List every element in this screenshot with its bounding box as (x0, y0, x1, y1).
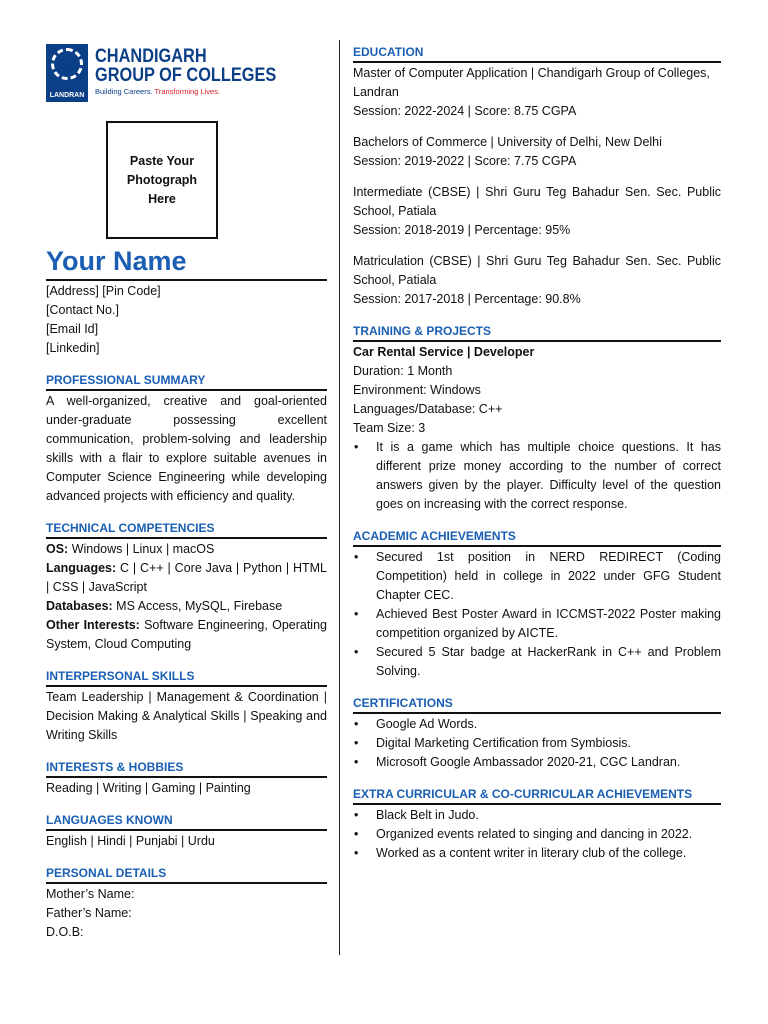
bullet-icon: • (354, 827, 359, 841)
list-item-text: Microsoft Google Ambassador 2020-21, CGC Landran. (376, 755, 681, 769)
personal-father-name: Father’s Name: (46, 906, 132, 920)
education-session: Session: 2018-2019 | Percentage: 95% (353, 223, 571, 237)
tech-databases-label: Databases: (46, 599, 113, 613)
extra-curricular-bullets (353, 806, 721, 863)
list-item (353, 605, 721, 643)
list-item (353, 643, 721, 681)
education-session: Session: 2017-2018 | Percentage: 90.8% (353, 292, 581, 306)
photo-text-line: Here (148, 191, 176, 206)
project-team-size: Team Size: 3 (353, 421, 426, 435)
list-item-text: Digital Marketing Certification from Symbiosis. (376, 736, 631, 750)
list-item (353, 438, 721, 514)
extra-curricular-heading: EXTRA CURRICULAR & CO-CURRICULAR ACHIEVEMENTS (353, 786, 721, 805)
tech-databases (46, 597, 327, 616)
tech-languages-label: Languages: (46, 561, 117, 575)
list-item (353, 806, 721, 825)
project-languages: Languages/Database: C++ (353, 402, 503, 416)
logo-text (95, 44, 306, 96)
project-bullets (353, 438, 721, 514)
certification-bullets (353, 715, 721, 772)
logo-badge (46, 44, 88, 102)
personal-mother-name: Mother’s Name: (46, 887, 135, 901)
list-item-text: Google Ad Words. (376, 717, 478, 731)
list-item (353, 548, 721, 605)
project-environment: Environment: Windows (353, 383, 481, 397)
interests-text: Reading | Writing | Gaming | Painting (46, 781, 251, 795)
education-entry (353, 64, 721, 121)
bullet-icon: • (354, 808, 359, 822)
tech-databases-value: MS Access, MySQL, Firebase (112, 599, 283, 613)
languages-heading: LANGUAGES KNOWN (46, 812, 327, 831)
logo-tagline-red: Transforming Lives. (154, 87, 221, 96)
tech-os (46, 540, 327, 559)
bullet-icon: • (354, 755, 359, 769)
list-item (353, 715, 721, 734)
college-logo (46, 44, 327, 106)
logo-line2: GROUP OF COLLEGES (95, 65, 277, 86)
education-heading: EDUCATION (353, 44, 721, 63)
project-title: Car Rental Service | Developer (353, 345, 535, 359)
contact-email: [Email Id] (46, 322, 99, 336)
list-item-text: It is a game which has multiple choice questions. It has different prize money according to the number of correct answers given by the player. Difficulty level of the question goes on increasing with the correct response. (376, 440, 721, 511)
personal-dob: D.O.B: (46, 925, 84, 939)
contact-address: [Address] [Pin Code] (46, 284, 161, 298)
project-duration: Duration: 1 Month (353, 364, 453, 378)
candidate-name: Your Name (46, 244, 327, 281)
tech-other-label: Other Interests: (46, 618, 140, 632)
education-degree: Intermediate (CBSE) | Shri Guru Teg Bahadur Sen. Sec. Public School, Patiala (353, 185, 721, 218)
bullet-icon: • (354, 717, 359, 731)
education-degree: Matriculation (CBSE) | Shri Guru Teg Bahadur Sen. Sec. Public School, Patiala (353, 254, 721, 287)
bullet-icon: • (354, 645, 359, 659)
right-column (353, 44, 721, 863)
bullet-icon: • (354, 550, 359, 564)
list-item-text: Worked as a content writer in literary club of the college. (376, 846, 687, 860)
list-item (353, 734, 721, 753)
training-projects-heading: TRAINING & PROJECTS (353, 323, 721, 342)
logo-tagline (95, 87, 306, 96)
academic-achievements-heading: ACADEMIC ACHIEVEMENTS (353, 528, 721, 547)
professional-summary-text: A well-organized, creative and goal-oriented under-graduate possessing excellent communication, problem-solving and leadership skills with a flair to explore suitable avenues in Computer Science Engineering while developing advanced projects with efficiency and quality. (46, 394, 327, 503)
interests-heading: INTERESTS & HOBBIES (46, 759, 327, 778)
tech-os-value: Windows | Linux | macOS (68, 542, 215, 556)
contact-phone: [Contact No.] (46, 303, 119, 317)
list-item (353, 825, 721, 844)
logo-line1: CHANDIGARH (95, 46, 207, 67)
photo-text-line: Photograph (126, 172, 198, 187)
education-session: Session: 2022-2024 | Score: 8.75 CGPA (353, 104, 577, 118)
education-entry (353, 183, 721, 240)
logo-tagline-blue: Building Careers. (95, 87, 153, 96)
logo-badge-bottom: LANDRAN (49, 92, 85, 99)
technical-competencies-heading: TECHNICAL COMPETENCIES (46, 520, 327, 539)
contact-linkedin: [Linkedin] (46, 341, 100, 355)
personal-details-heading: PERSONAL DETAILS (46, 865, 327, 884)
education-degree: Bachelors of Commerce | University of Delhi, New Delhi (353, 135, 662, 149)
bullet-icon: • (354, 846, 359, 860)
academic-bullets (353, 548, 721, 681)
certifications-heading: CERTIFICATIONS (353, 695, 721, 714)
column-divider (339, 40, 340, 955)
languages-text: English | Hindi | Punjabi | Urdu (46, 834, 215, 848)
photo-text-line: Paste Your (129, 153, 195, 168)
bullet-icon: • (354, 440, 359, 454)
list-item-text: Secured 1st position in NERD REDIRECT (Coding Competition) held in college in 2022 under GFG Student Chapter CEC. (376, 550, 721, 602)
tech-other (46, 616, 327, 654)
interpersonal-skills-heading: INTERPERSONAL SKILLS (46, 668, 327, 687)
list-item (353, 753, 721, 772)
list-item-text: Achieved Best Poster Award in ICCMST-2022 Poster making competition organized by AICTE. (376, 607, 721, 640)
photo-placeholder[interactable] (106, 121, 218, 239)
list-item-text: Secured 5 Star badge at HackerRank in C++ and Problem Solving. (376, 645, 721, 678)
tech-other-value: Software Engineering, Operating System, Cloud Computing (46, 618, 327, 651)
tech-languages (46, 559, 327, 597)
education-entry (353, 133, 721, 171)
education-entry (353, 252, 721, 309)
logo-badge-top: CGC (57, 63, 77, 72)
professional-summary-heading: PROFESSIONAL SUMMARY (46, 372, 327, 391)
education-degree: Master of Computer Application | Chandigarh Group of Colleges, Landran (353, 66, 710, 99)
tech-languages-value: C | C++ | Core Java | Python | HTML | CSS | JavaScript (46, 561, 327, 594)
list-item (353, 844, 721, 863)
left-column (46, 44, 327, 942)
bullet-icon: • (354, 607, 359, 621)
tech-os-label: OS: (46, 542, 69, 556)
education-session: Session: 2019-2022 | Score: 7.75 CGPA (353, 154, 577, 168)
list-item-text: Black Belt in Judo. (376, 808, 479, 822)
list-item-text: Organized events related to singing and dancing in 2022. (376, 827, 693, 841)
contact-details (46, 282, 327, 358)
bullet-icon: • (354, 736, 359, 750)
interpersonal-skills-text: Team Leadership | Management & Coordination | Decision Making & Analytical Skills | Speaking and Writing Skills (46, 690, 327, 742)
